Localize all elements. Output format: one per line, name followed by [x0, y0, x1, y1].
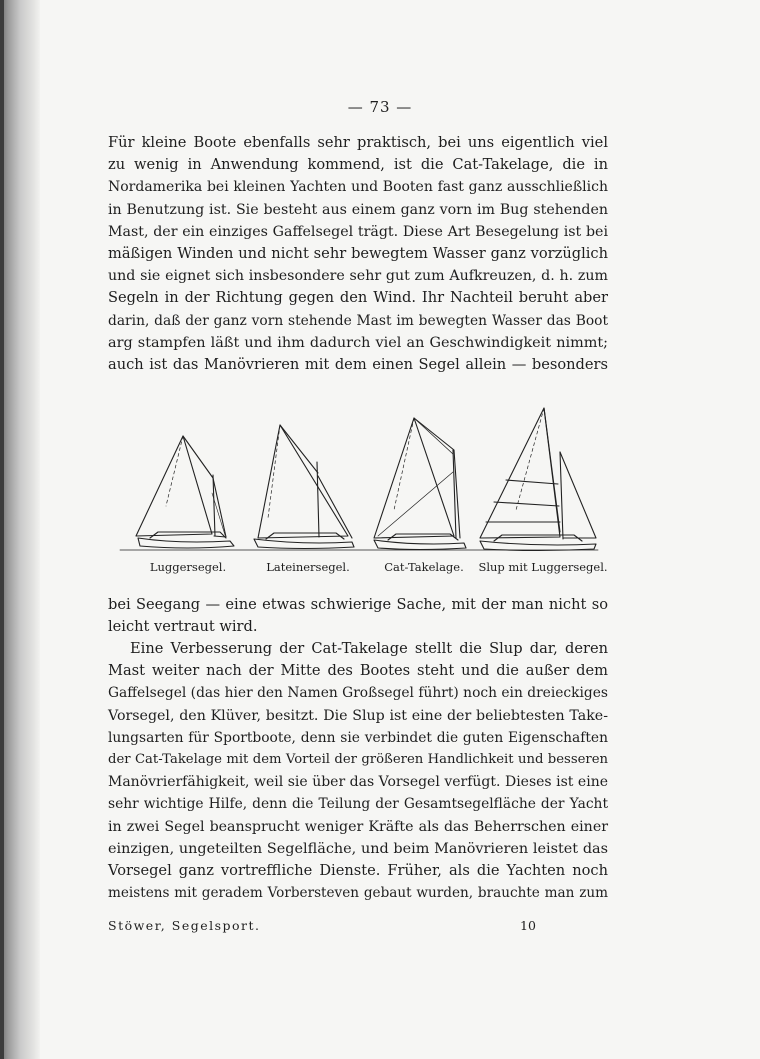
- text-line: lungsarten für Sportboote, denn sie verbindet die guten Eigenschaften: [108, 729, 608, 746]
- text-line: leicht vertraut wird.: [108, 618, 258, 636]
- text-line: einzigen, ungeteilten Segelfläche, und beim Manövrieren leistet das: [108, 840, 608, 857]
- sloop-lugger-boat: [480, 408, 596, 551]
- lugger-sail-boat: [136, 436, 234, 548]
- text-line: Gaffelsegel (das hier den Namen Großsegel führt) noch ein dreieckiges: [108, 685, 608, 702]
- text-line: in Benutzung ist. Sie besteht aus einem ganz vorn im Bug stehenden: [108, 201, 608, 218]
- text-line: meistens mit geradem Vorbersteven gebaut wurden, brauchte man zum: [108, 885, 608, 902]
- caption-lateinersegel: Lateinersegel.: [266, 560, 350, 574]
- text-line: Mast, der ein einziges Gaffelsegel trägt. Diese Art Besegelung ist bei: [108, 223, 608, 240]
- paragraph-cat-rig: [108, 132, 608, 376]
- page-number: — 73 —: [347, 98, 413, 116]
- sail-rigs-illustration: [108, 398, 608, 558]
- text-line: Für kleine Boote ebenfalls sehr praktisch, bei uns eigentlich viel: [108, 134, 608, 151]
- text-line: der Cat-Takelage mit dem Vorteil der größeren Handlichkeit und besseren: [108, 752, 608, 768]
- text-line: Vorsegel, den Klüver, besitzt. Die Slup ist eine der beliebtesten Take-: [108, 707, 608, 724]
- text-line: sehr wichtige Hilfe, denn die Teilung der Gesamtsegelfläche der Yacht: [108, 796, 608, 813]
- text-line: auch ist das Manövrieren mit dem einen Segel allein — besonders: [108, 356, 608, 374]
- text-line: Mast weiter nach der Mitte des Bootes steht und die außer dem: [108, 662, 608, 680]
- cat-rig-boat: [374, 418, 466, 550]
- text-line: Eine Verbesserung der Cat-Takelage stellt die Slup dar, deren: [130, 640, 608, 657]
- lateen-sail-boat: [254, 425, 354, 549]
- paragraph-continuation: [108, 594, 608, 638]
- paragraph-sloop: [108, 638, 608, 904]
- footer-sheet-number: 10: [520, 918, 536, 933]
- caption-cat-takelage: Cat-Takelage.: [384, 560, 464, 574]
- sail-rig-figure: [108, 398, 608, 588]
- text-line: darin, daß der ganz vorn stehende Mast im bewegten Wasser das Boot: [108, 312, 608, 329]
- scan-binding-shadow: [0, 0, 4, 1059]
- text-line: Nordamerika bei kleinen Yachten und Booten fast ganz ausschließlich: [108, 179, 608, 196]
- text-line: bei Seegang — eine etwas schwierige Sache, mit der man nicht so: [108, 596, 608, 613]
- scan-page-edge: [0, 0, 40, 1059]
- caption-slup-mit-luggersegel: Slup mit Luggersegel.: [478, 560, 608, 574]
- caption-luggersegel: Luggersegel.: [149, 560, 227, 574]
- text-line: zu wenig in Anwendung kommend, ist die Cat-Takelage, die in: [108, 156, 608, 174]
- text-line: arg stampfen läßt und ihm dadurch viel an Geschwindigkeit nimmt;: [108, 334, 608, 351]
- text-line: in zwei Segel beansprucht weniger Kräfte als das Beherrschen einer: [108, 818, 608, 835]
- text-line: Manövrierfähigkeit, weil sie über das Vorsegel verfügt. Dieses ist eine: [108, 774, 608, 791]
- text-line: Vorsegel ganz vortreffliche Dienste. Früher, als die Yachten noch: [108, 862, 608, 880]
- footer-signature: Stöwer, Segelsport.: [108, 918, 261, 933]
- text-line: und sie eignet sich insbesondere sehr gut zum Aufkreuzen, d. h. zum: [108, 268, 608, 285]
- text-line: mäßigen Winden und nicht sehr bewegtem Wasser ganz vorzüglich: [108, 245, 608, 263]
- text-line: Segeln in der Richtung gegen den Wind. Ihr Nachteil beruht aber: [108, 289, 608, 307]
